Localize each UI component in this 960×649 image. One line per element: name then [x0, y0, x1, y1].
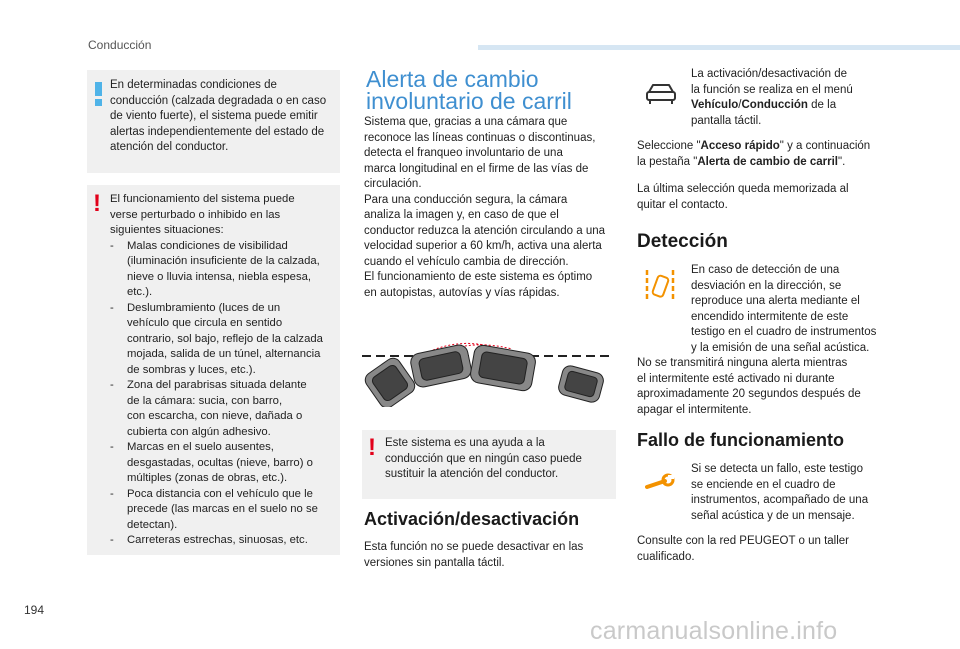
list-item: - Carreteras estrechas, sinuosas, etc. — [110, 534, 308, 546]
list-item: - Marcas en el suelo ausentes, desgastadas, ocultas (nieve, barro) o múltiples (zonas de obras, etc.). — [110, 441, 313, 484]
car-shape — [557, 364, 605, 404]
menu-instructions: La activación/desactivación de la función se realiza en el menú Vehículo/Conducción de la pantalla táctil. — [691, 68, 853, 127]
activation-text: Esta función no se puede desactivar en las versiones sin pantalla táctil. — [364, 541, 584, 569]
intro-paragraph: Sistema que, gracias a una cámara que reconoce las líneas continuas o discontinuas, detecta el franqueo involuntario de una marca longitudinal en el firme de las vías de circulación. Para una conducción segura, la cámara analiza la imagen y, en caso de que el conductor reduzca la atención circulando a una velocidad superior a 60 km/h, activa una alerta cuando el vehículo cambia de dirección. El funcionamiento de este sistema es óptimo en autopistas, autovías y vías rápidas. — [364, 116, 606, 299]
warning-icon: ! — [368, 434, 376, 461]
detection-heading: Detección — [637, 231, 728, 252]
header-bar — [478, 45, 960, 50]
lane-warning-lamp-icon — [643, 268, 677, 304]
wrench-icon — [645, 473, 675, 493]
fault-heading: Fallo de funcionamiento — [637, 430, 845, 450]
watermark: carmanualsonline.info — [590, 617, 838, 645]
lane-departure-cars-illustration — [362, 335, 614, 407]
page-number: 194 — [24, 603, 45, 617]
section-header: Conducción — [88, 38, 152, 52]
page-title: Alerta de cambio involuntario de carril — [366, 66, 572, 114]
detection-text: En caso de detección de una desviación en la dirección, se reproduce una alerta mediante el encendido intermitente de este testigo en el cuadro de instrumentos y la emisión de una señal acústica. — [691, 264, 877, 354]
assist-warning-text: Este sistema es una ayuda a la conducción que en ningún caso puede sustituir la atención del conductor. — [385, 437, 582, 480]
list-item: - Malas condiciones de visibilidad (iluminación insuficiente de la calzada, nieve o lluvia intensa, niebla espesa, etc.). — [110, 239, 320, 298]
consult-note: Consulte con la red PEUGEOT o un taller cualificado. — [637, 535, 850, 563]
memory-note: La última selección queda memorizada al quitar el contacto. — [637, 183, 849, 211]
warning-box-text: El funcionamiento del sistema puede verse perturbado o inhibido en las siguientes situaciones: - Malas condiciones de visibilidad (iluminación insuficiente de la calzada, nieve o lluvia intensa, niebla espesa, etc.). - Deslumbramiento (luces de un vehículo que circula en sentido contrario, sol bajo, reflejo de la calzada mojada, salida de un túnel, alternancia de sombras y luces, etc.). - Zona del parabrisas situada delante de la cámara: sucia, con barro, con escarcha, con nieve, dañada o cubierta con algún adhesivo. - Marcas en el suelo ausentes, desgastadas, ocultas (nieve, barro) o múltiples (zonas de obras, etc.). - Poca distancia con el vehículo que le precede (las marcas en el suelo no se detectan). - Carreteras estrechas, sinuosas, etc. — [110, 192, 338, 549]
info-box-text: En determinadas condiciones de conducción (calzada degradada o en caso de viento fuerte), el sistema puede emitir alertas independientemente del estado de atención del conductor. — [110, 79, 327, 153]
select-instructions: Seleccione "Acceso rápido" y a continuación la pestaña "Alerta de cambio de carril". — [637, 140, 871, 168]
warning-icon: ! — [93, 190, 101, 217]
car-shape — [362, 355, 418, 407]
fault-text: Si se detecta un fallo, este testigo se enciende en el cuadro de instrumentos, acompañado de una señal acústica y de un mensaje. — [691, 463, 869, 522]
info-icon — [95, 82, 102, 96]
car-shape — [469, 344, 537, 392]
activation-heading: Activación/desactivación — [364, 509, 580, 529]
car-shape — [409, 343, 473, 388]
car-front-icon — [645, 83, 677, 105]
list-item: - Poca distancia con el vehículo que le precede (las marcas en el suelo no se detectan). — [110, 487, 318, 531]
list-item: - Deslumbramiento (luces de un vehículo que circula en sentido contrario, sol bajo, reflejo de la calzada mojada, salida de un túnel, alternancia de sombras y luces, etc.). — [110, 301, 323, 376]
no-alert-note: No se transmitirá ninguna alerta mientras el intermitente esté activado ni durante aproximadamente 20 segundos después de apagar el intermitente. — [637, 357, 861, 416]
list-item: - Zona del parabrisas situada delante de la cámara: sucia, con barro, con escarcha, con nieve, dañada o cubierta con algún adhesivo. — [110, 379, 307, 438]
